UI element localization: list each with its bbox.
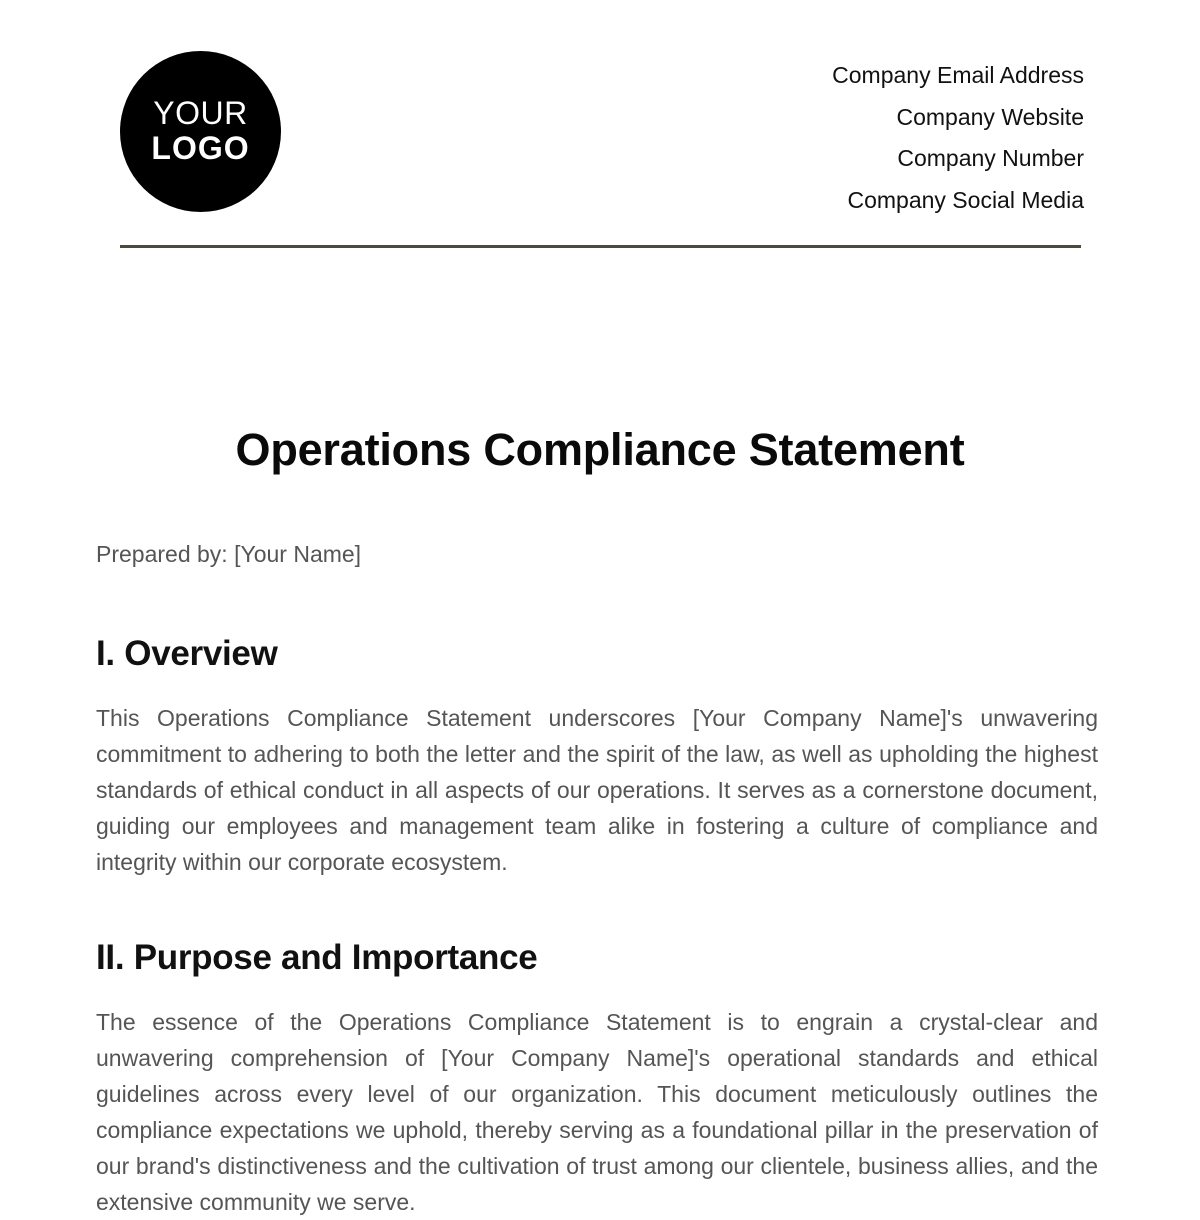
logo-text-line1: YOUR [153, 95, 248, 131]
company-logo [120, 51, 281, 212]
section-heading-purpose: II. Purpose and Importance [96, 938, 538, 977]
logo-text-line2: LOGO [151, 130, 250, 166]
company-number: Company Number [897, 145, 1084, 171]
header-divider [120, 245, 1081, 248]
company-contact-block [832, 55, 1084, 221]
section-body-overview: This Operations Compliance Statement underscores [Your Company Name]'s unwavering commitment to adhering to both the letter and the spirit of the law, as well as upholding the highest standards of ethical conduct in all aspects of our operations. It serves as a cornerstone document, guiding our employees and management team alike in fostering a culture of compliance and integrity within our corporate ecosystem. [96, 705, 1098, 875]
section-heading-overview: I. Overview [96, 634, 278, 673]
document-title: Operations Compliance Statement [235, 424, 965, 475]
company-website: Company Website [896, 103, 1084, 130]
section-body-purpose: The essence of the Operations Compliance Statement is to engrain a crystal-clear and unwavering comprehension of [Your Company Name]'s operational standards and ethical guidelines across every level of our organization. This document meticulously outlines the compliance expectations we uphold, thereby serving as a foundational pillar in the preservation of our brand's distinctiveness and the cultivation of trust among our clientele, business allies, and the extensive community we serve. [96, 1009, 1098, 1215]
company-social-media: Company Social Media [847, 186, 1084, 213]
prepared-by: Prepared by: [Your Name] [96, 541, 362, 567]
company-email: Company Email Address [832, 62, 1084, 88]
